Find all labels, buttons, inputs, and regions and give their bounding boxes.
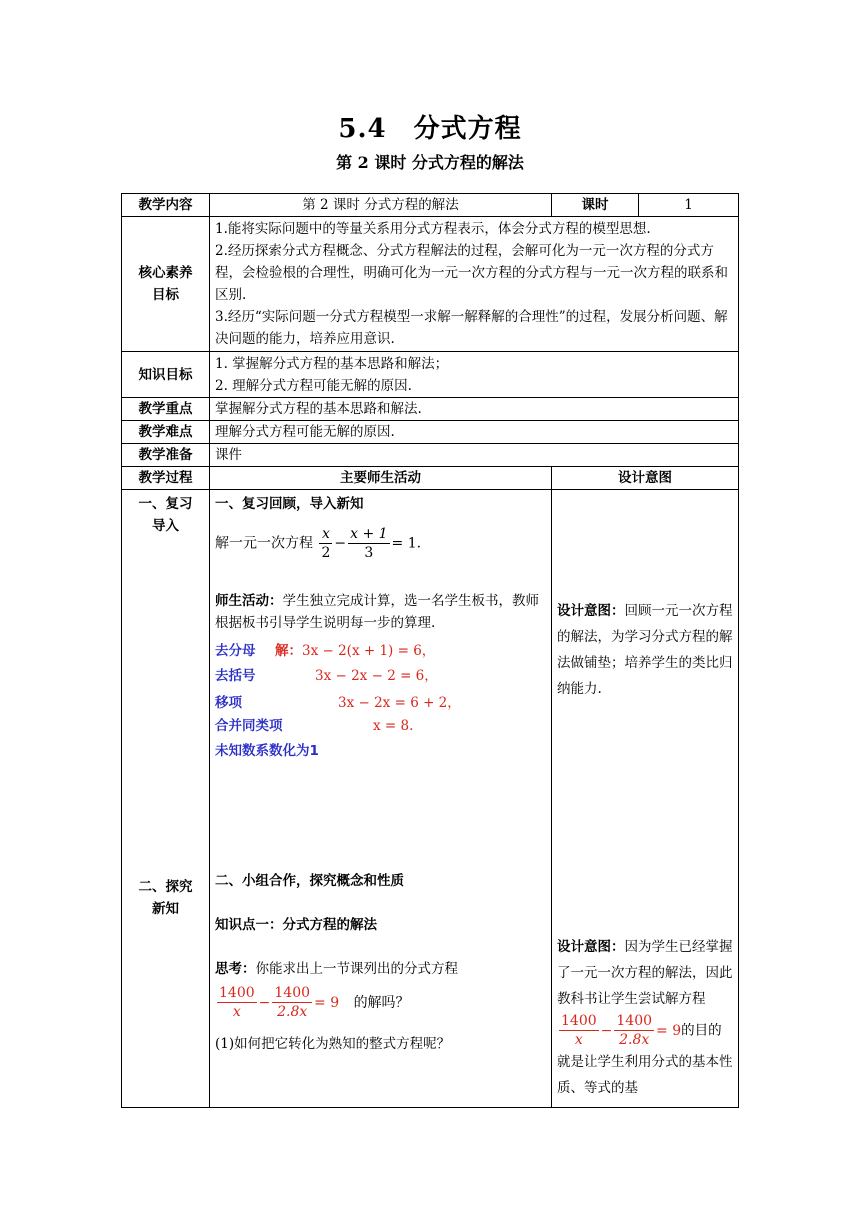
process-stage-labels xyxy=(122,490,210,1108)
knowledge-item: 1. 掌握解分式方程的基本思路和解法； xyxy=(215,355,449,372)
activity-cell xyxy=(210,490,552,1108)
section1-heading: 一、复习回顾，导入新知 xyxy=(215,496,364,512)
row-difficulty xyxy=(122,421,739,444)
solution-step: 未知数系数化为1 xyxy=(215,743,319,759)
row-prep xyxy=(122,444,739,467)
row-knowledge xyxy=(122,352,739,398)
review-equation: 解一元一次方程 $\frac{x}{2}$ − $\frac{x + 1}{3}$ = 1. xyxy=(215,526,422,561)
value-key: 掌握解分式方程的基本思路和解法. xyxy=(210,398,739,421)
question-1: (1)如何把它转化为熟知的整式方程呢？ xyxy=(215,1036,451,1052)
stage-review: 一、复习导入 xyxy=(138,496,193,534)
core-item: 2.经历探索分式方程概念、分式方程解法的过程，会解可化为一元一次方程的分式方程，会检验根的合理性，明确可化为一元一次方程的分式方程与一元一次方程的联系和区别. xyxy=(215,243,728,303)
label-content: 教学内容 xyxy=(122,194,210,217)
solution-step: 去括号 3x − 2x − 2 = 6， xyxy=(215,668,438,684)
fraction: $\frac{1400}{2.8x}$ xyxy=(274,985,311,1020)
intent-1: 设计意图：回顾一元一次方程的解法，为学习分式方程的解法做铺垫；培养学生的类比归纳能力. xyxy=(557,603,733,697)
fraction: $\frac{x + 1}{3}$ xyxy=(350,526,388,561)
fraction: $\frac{1400}{x}$ xyxy=(219,985,255,1020)
solution-step: 去分母 解：3x − 2(x + 1) = 6， xyxy=(215,643,436,659)
row-content xyxy=(122,194,739,217)
think-equation: $\frac{1400}{x}$ − $\frac{1400}{2.8x}$ = 9 的解吗？ xyxy=(219,985,410,1020)
value-content: 第 2 课时 分式方程的解法 xyxy=(210,194,552,217)
intent-2: 设计意图：因为学生已经掌握了一元一次方程的解法，因此教科书让学生尝试解方程 $\frac{1400}{x}$ − $\frac{1400}{2.8x}$ = 9的目的就是让学生利用分式的基本性质、等式的基 xyxy=(557,939,733,1096)
fraction: $\frac{1400}{2.8x}$ xyxy=(616,1013,653,1048)
fraction: $\frac{x}{2}$ xyxy=(321,526,331,561)
fraction: $\frac{1400}{x}$ xyxy=(561,1013,597,1048)
label-key: 教学重点 xyxy=(122,398,210,421)
solution-steps xyxy=(215,640,546,768)
label-period: 课时 xyxy=(552,194,639,217)
header-intent: 设计意图 xyxy=(552,467,739,490)
section2-heading: 二、小组合作，探究概念和性质 xyxy=(215,873,404,889)
solution-step: 合并同类项 x = 8. xyxy=(215,718,414,734)
label-difficulty: 教学难点 xyxy=(122,421,210,444)
value-core xyxy=(210,217,739,352)
lesson-plan-table xyxy=(121,193,739,1108)
value-prep: 课件 xyxy=(210,444,739,467)
label-core: 核心素养目标 xyxy=(122,217,210,352)
row-process-header xyxy=(122,467,739,490)
row-core xyxy=(122,217,739,352)
core-item: 1.能将实际问题中的等量关系用分式方程表示，体会分式方程的模型思想. xyxy=(215,221,651,237)
page-subtitle: 第 2 课时 分式方程的解法 xyxy=(336,153,524,172)
row-key xyxy=(122,398,739,421)
label-knowledge: 知识目标 xyxy=(122,352,210,398)
value-knowledge xyxy=(210,352,739,398)
think-paragraph: 思考：你能求出上一节课列出的分式方程 xyxy=(215,961,458,977)
intent-cell xyxy=(552,490,739,1108)
knowledge-item: 2. 理解分式方程可能无解的原因. xyxy=(215,377,412,394)
row-process-body xyxy=(122,490,739,1108)
value-difficulty: 理解分式方程可能无解的原因. xyxy=(210,421,739,444)
label-process: 教学过程 xyxy=(122,467,210,490)
solution-step: 移项 3x − 2x = 6 + 2， xyxy=(215,695,461,711)
stage-explore: 二、探究新知 xyxy=(138,879,193,917)
activity-paragraph: 师生活动：学生独立完成计算，选一名学生板书，教师根据板书引导学生说明每一步的算理. xyxy=(215,593,539,631)
core-item: 3.经历“实际问题一分式方程模型一求解一解释解的合理性”的过程，发展分析问题、解决问题的能力，培养应用意识. xyxy=(215,309,728,347)
label-prep: 教学准备 xyxy=(122,444,210,467)
value-period: 1 xyxy=(639,194,739,217)
header-activity: 主要师生活动 xyxy=(210,467,552,490)
review-task-text: 解一元一次方程 xyxy=(215,535,313,552)
page-title: 5.4 分式方程 xyxy=(338,114,522,144)
knowledge-point: 知识点一：分式方程的解法 xyxy=(215,917,377,933)
